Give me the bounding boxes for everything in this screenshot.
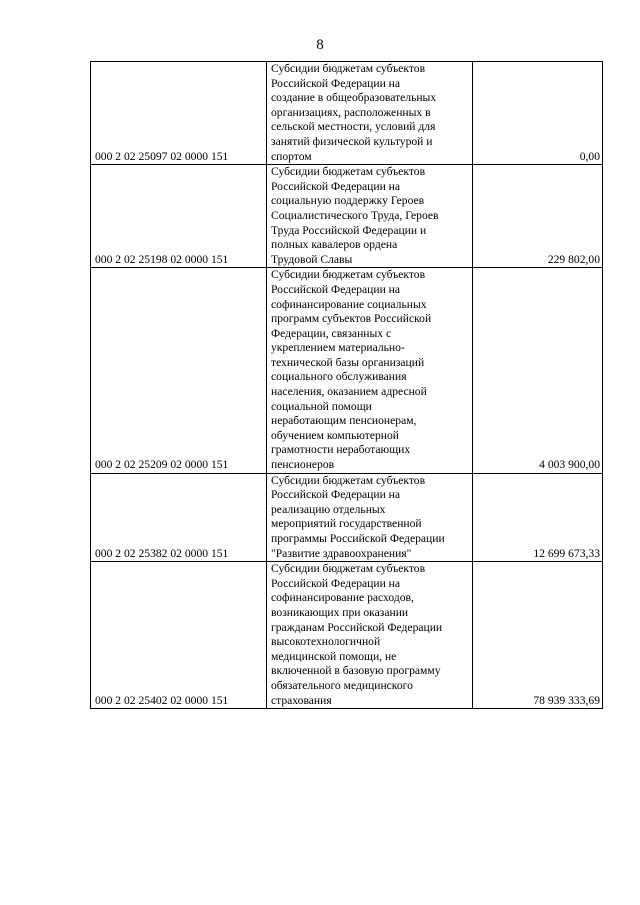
description-line: Российской Федерации на xyxy=(271,282,401,296)
description-line: Труда Российской Федерации и xyxy=(271,223,427,237)
description-line: включенной в базовую программу xyxy=(271,664,441,678)
description-line: программ субъектов Российской xyxy=(271,312,432,326)
description-line: социального обслуживания xyxy=(271,370,407,384)
description-line: реализацию отдельных xyxy=(271,502,386,516)
budget-code-cell: 000 2 02 25209 02 0000 151 xyxy=(91,268,267,473)
amount-cell: 12 699 673,33 xyxy=(473,473,603,562)
description-line: Российской Федерации на xyxy=(271,76,401,90)
description-line: страхования xyxy=(271,693,332,707)
description-line: возникающих при оказании xyxy=(271,605,409,619)
description-line: Трудовой Славы xyxy=(271,252,353,266)
description-line: софинансирование социальных xyxy=(271,297,427,311)
table-row xyxy=(91,62,603,165)
description-line: обязательного медицинского xyxy=(271,678,413,692)
description-line: обучением компьютерной xyxy=(271,428,399,442)
description-line: укреплением материально- xyxy=(271,341,405,355)
description-line: Российской Федерации на xyxy=(271,488,401,502)
description-line: Субсидии бюджетам субъектов xyxy=(271,562,426,576)
description-line: спортом xyxy=(271,149,312,163)
description-cell xyxy=(267,268,473,473)
budget-code-cell: 000 2 02 25097 02 0000 151 xyxy=(91,62,267,165)
description-line: высокотехнологичной xyxy=(271,635,381,649)
description-line: Субсидии бюджетам субъектов xyxy=(271,165,426,179)
budget-table-body xyxy=(91,62,603,709)
description-line: социальную поддержку Героев xyxy=(271,194,425,208)
description-line: занятий физической культурой и xyxy=(271,134,433,148)
description-line: полных кавалеров ордена xyxy=(271,238,398,252)
amount-cell: 78 939 333,69 xyxy=(473,562,603,709)
description-line: Субсидии бюджетам субъектов xyxy=(271,268,426,282)
description-cell xyxy=(267,562,473,709)
description-line: населения, оказанием адресной xyxy=(271,385,427,399)
amount-cell: 0,00 xyxy=(473,62,603,165)
budget-code-cell: 000 2 02 25382 02 0000 151 xyxy=(91,473,267,562)
table-row xyxy=(91,268,603,473)
description-line: Субсидии бюджетам субъектов xyxy=(271,473,426,487)
description-line: "Развитие здравоохранения" xyxy=(271,546,412,560)
description-line: Социалистического Труда, Героев xyxy=(271,208,439,222)
description-line: технической базы организаций xyxy=(271,355,425,369)
table-row xyxy=(91,165,603,268)
description-line: мероприятий государственной xyxy=(271,517,422,531)
description-line: организациях, расположенных в xyxy=(271,105,431,119)
description-line: социальной помощи xyxy=(271,399,372,413)
budget-table xyxy=(90,61,603,709)
amount-cell: 4 003 900,00 xyxy=(473,268,603,473)
table-row xyxy=(91,473,603,562)
description-cell xyxy=(267,473,473,562)
description-line: Федерации, связанных с xyxy=(271,326,392,340)
description-line: медицинской помощи, не xyxy=(271,649,397,663)
budget-code-cell: 000 2 02 25402 02 0000 151 xyxy=(91,562,267,709)
description-line: Российской Федерации на xyxy=(271,576,401,590)
description-line: гражданам Российской Федерации xyxy=(271,620,443,634)
description-line: грамотности неработающих xyxy=(271,443,411,457)
table-row xyxy=(91,562,603,709)
description-line: программы Российской Федерации xyxy=(271,532,445,545)
description-line: Российской Федерации на xyxy=(271,179,401,193)
amount-cell: 229 802,00 xyxy=(473,165,603,268)
description-cell xyxy=(267,165,473,268)
description-line: сельской местности, условий для xyxy=(271,120,436,134)
description-line: создание в общеобразовательных xyxy=(271,91,437,105)
description-cell xyxy=(267,62,473,165)
description-line: Субсидии бюджетам субъектов xyxy=(271,62,426,75)
description-line: софинансирование расходов, xyxy=(271,591,414,605)
description-line: пенсионеров xyxy=(271,458,335,472)
page-number: 8 xyxy=(316,37,324,53)
description-line: неработающим пенсионерам, xyxy=(271,414,417,428)
budget-code-cell: 000 2 02 25198 02 0000 151 xyxy=(91,165,267,268)
